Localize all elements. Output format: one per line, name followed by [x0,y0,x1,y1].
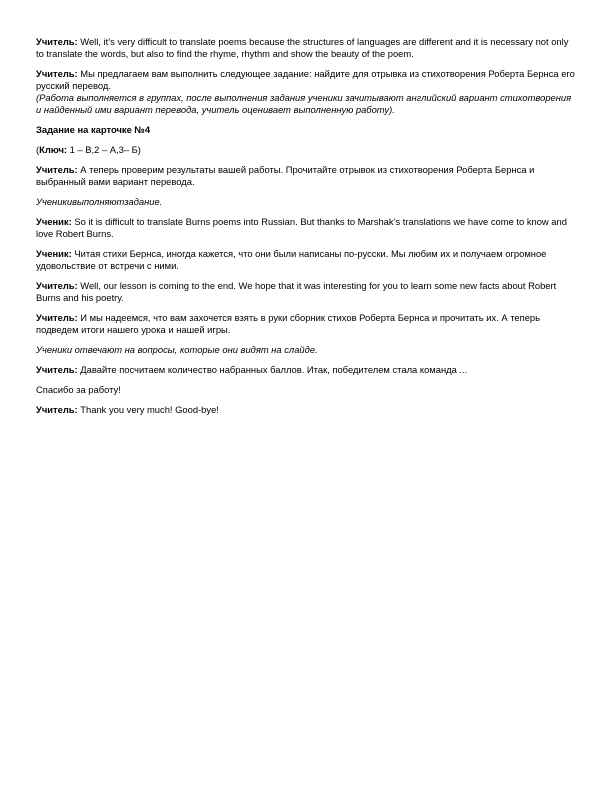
speaker-label: Учитель: [36,312,78,323]
speaker-label: Учитель: [36,164,78,175]
paragraph-text: Читая стихи Бернса, иногда кажется, что они были написаны по-русски. Мы любим их и получаем огромное удовольствие от встречи с ними. [36,248,547,271]
answer-key-open: ( [36,144,40,155]
speaker-label: Ученик: [36,216,72,227]
paragraph-teacher-5 [36,312,576,336]
paragraph-student-2 [36,248,576,272]
paragraph-text: Well, our lesson is coming to the end. We hope that it was interesting for you to learn some new facts about Robert Burns and his poetry. [36,280,557,303]
speaker-label: Ученик: [36,248,72,259]
answer-key [36,144,576,156]
task-heading [36,124,576,136]
paragraph-teacher-6 [36,364,576,376]
answer-key-label: Ключ: [39,144,68,155]
paragraph-teacher-4 [36,280,576,304]
paragraph-teacher-3 [36,164,576,188]
paragraph-student-1 [36,216,576,240]
stage-direction: Ученикивыполняютзадание. [36,196,163,207]
paragraph-text: А теперь проверим результаты вашей работы. Прочитайте отрывок из стихотворения Роберта Бернса и выбранный вами вариант перевода. [36,164,535,187]
paragraph-teacher-7 [36,404,576,416]
speaker-label: Учитель: [36,364,78,375]
speaker-label: Учитель: [36,68,78,79]
paragraph-text: И мы надеемся, что вам захочется взять в руки сборник стихов Роберта Бернса и прочитать их. А теперь подведем итоги нашего урока и нашей игры. [36,312,541,335]
stage-direction: (Работа выполняется в группах, после выполнения задания ученики зачитывают английский вариант стихотворения и найденный ими вариант перевода, учитель оценивает выполненную работу). [36,92,572,115]
speaker-label: Учитель: [36,404,78,415]
paragraph-teacher-2 [36,68,576,116]
thanks-line [36,384,576,396]
stage-direction-answers [36,344,576,356]
paragraph-text: Спасибо за работу! [36,384,121,395]
paragraph-text: Well, it’s very difficult to translate poems because the structures of languages are different and it is necessary not only to translate the words, but also to find the rhyme, rhythm and show the beauty of the poem. [36,36,569,59]
paragraph-text: Мы предлагаем вам выполнить следующее задание: найдите для отрывка из стихотворения Роберта Бернса его русский перевод. [36,68,575,91]
paragraph-teacher-1 [36,36,576,60]
answer-key-text: 1 – В,2 – А,3– Б) [67,144,141,155]
stage-direction-students [36,196,576,208]
speaker-label: Учитель: [36,280,78,291]
paragraph-text: So it is difficult to translate Burns poems into Russian. But thanks to Marshak’s translations we have come to know and love Robert Burns. [36,216,567,239]
paragraph-text: Thank you very much! Good-bye! [77,404,219,415]
paragraph-text: Давайте посчитаем количество набранных баллов. Итак, победителем стала команда ... [77,364,468,375]
document-page [36,36,576,424]
stage-direction: Ученики отвечают на вопросы, которые они видят на слайде. [36,344,318,355]
speaker-label: Учитель: [36,36,78,47]
task-title: Задание на карточке №4 [36,124,151,135]
